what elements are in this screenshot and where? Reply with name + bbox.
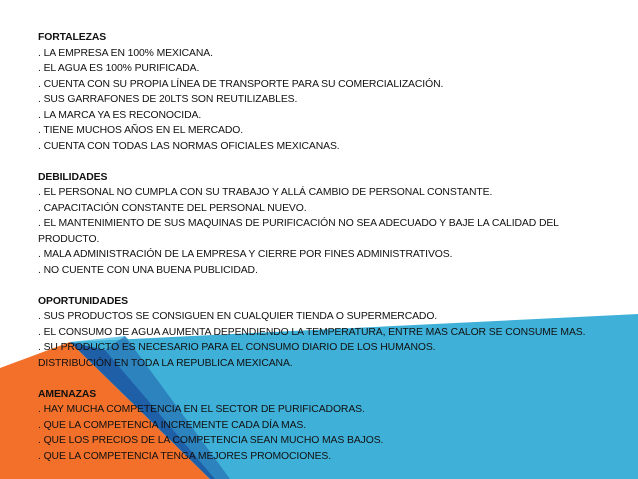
list-item: . CUENTA CON SU PROPIA LÍNEA DE TRANSPORTE PARA SU COMERCIALIZACIÓN.: [38, 78, 444, 90]
section-oportunidades: [38, 294, 598, 372]
section-heading: OPORTUNIDADES: [38, 295, 128, 307]
list-item: . CUENTA CON TODAS LAS NORMAS OFICIALES MEXICANAS.: [38, 140, 340, 152]
list-item: . EL AGUA ES 100% PURIFICADA.: [38, 63, 200, 74]
list-item: . QUE LA COMPETENCIA TENGA MEJORES PROMOCIONES.: [38, 450, 332, 462]
section-debilidades: [38, 170, 598, 279]
section-heading: DEBILIDADES: [38, 171, 108, 183]
list-item: . SUS PRODUCTOS SE CONSIGUEN EN CUALQUIER TIENDA O SUPERMERCADO.: [38, 311, 438, 322]
section-amenazas: [38, 387, 598, 465]
list-item: . TIENE MUCHOS AÑOS EN EL MERCADO.: [38, 125, 244, 136]
list-item: . SU PRODUCTO ES NECESARIO PARA EL CONSUMO DIARIO DE LOS HUMANOS.: [38, 342, 436, 353]
swot-content: [38, 30, 598, 479]
list-item: . MALA ADMINISTRACIÓN DE LA EMPRESA Y CIERRE POR FINES ADMINISTRATIVOS.: [38, 249, 453, 260]
list-item: . EL PERSONAL NO CUMPLA CON SU TRABAJO Y ALLÁ CAMBIO DE PERSONAL CONSTANTE.: [38, 187, 493, 198]
list-item: . LA EMPRESA EN 100% MEXICANA.: [38, 47, 213, 59]
list-item: . HAY MUCHA COMPETENCIA EN EL SECTOR DE PURIFICADORAS.: [38, 404, 365, 415]
list-item: . SUS GARRAFONES DE 20LTS SON REUTILIZABLES.: [38, 94, 298, 105]
list-item: DISTRIBUCIÓN EN TODA LA REPUBLICA MEXICANA.: [38, 357, 293, 369]
list-item: . EL CONSUMO DE AGUA AUMENTA DEPENDIENDO LA TEMPERATURA, ENTRE MAS CALOR SE CONSUME MAS.: [38, 326, 586, 338]
list-item: . QUE LOS PRECIOS DE LA COMPETENCIA SEAN MUCHO MAS BAJOS.: [38, 435, 384, 446]
list-item: . LA MARCA YA ES RECONOCIDA.: [38, 109, 202, 121]
list-item: . QUE LA COMPETENCIA INCREMENTE CADA DÍA MAS.: [38, 419, 307, 431]
list-item: . EL MANTENIMIENTO DE SUS MAQUINAS DE PURIFICACIÓN NO SEA ADECUADO Y BAJE LA CALIDAD DEL PRODUCTO.: [38, 218, 559, 245]
section-heading: FORTALEZAS: [38, 32, 107, 43]
section-heading: AMENAZAS: [38, 388, 97, 400]
list-item: . CAPACITACIÓN CONSTANTE DEL PERSONAL NUEVO.: [38, 202, 307, 214]
section-fortalezas: [38, 30, 598, 154]
list-item: . NO CUENTE CON UNA BUENA PUBLICIDAD.: [38, 264, 258, 276]
